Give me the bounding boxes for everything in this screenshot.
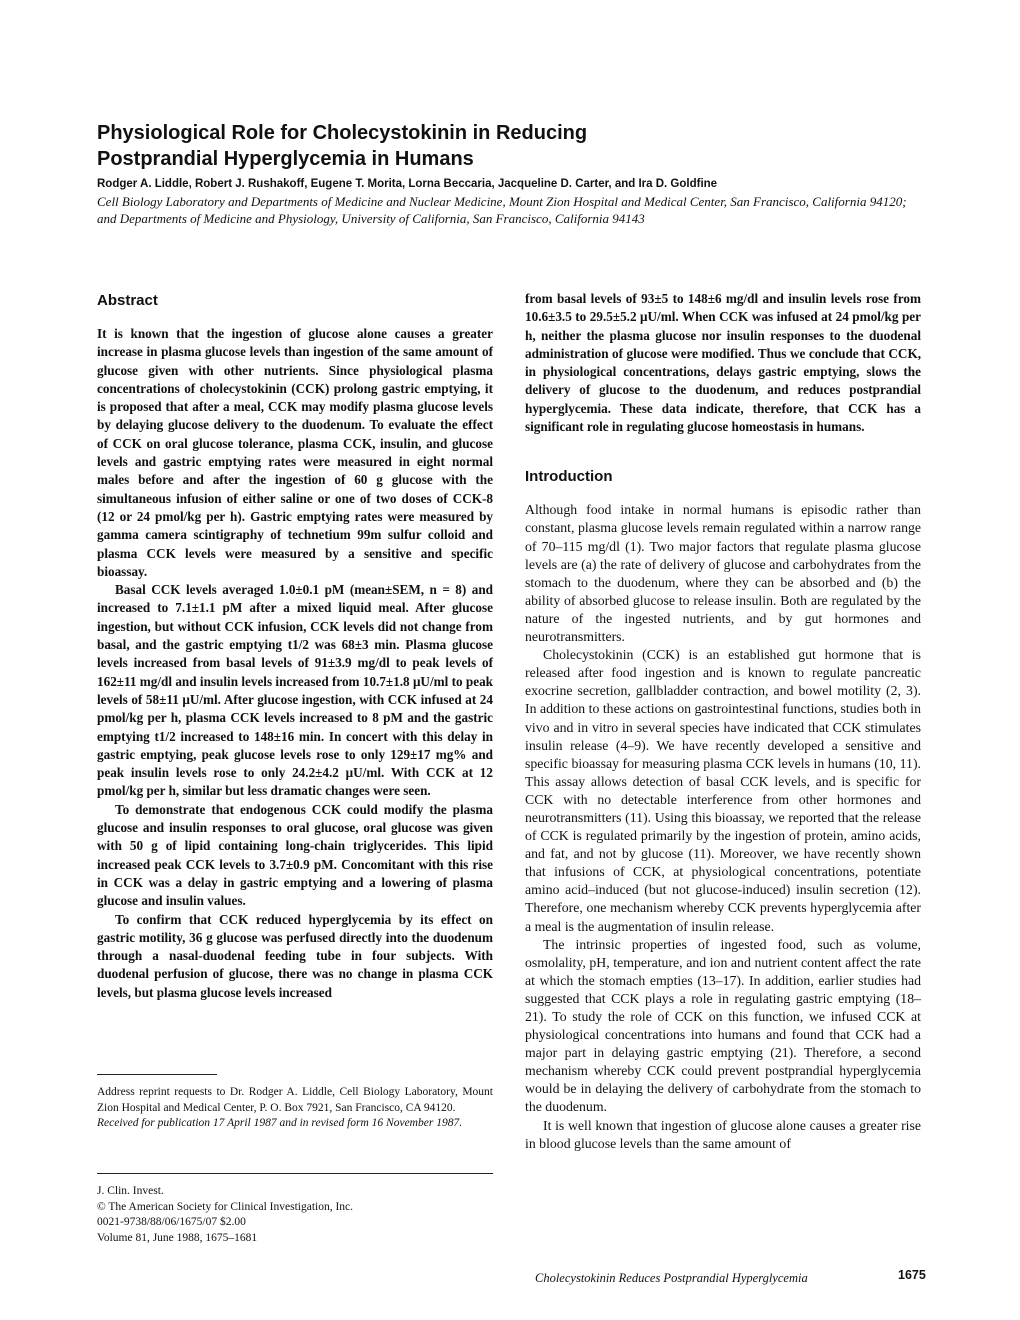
- article-title: [97, 120, 737, 172]
- introduction-heading: Introduction: [525, 468, 613, 486]
- abstract-section: [97, 292, 493, 1002]
- journal-divider: [97, 1173, 493, 1174]
- page-number: 1675: [898, 1268, 926, 1282]
- footnote-divider: [97, 1074, 217, 1075]
- introduction-paragraph: It is well known that ingestion of glucose alone causes a greater rise in blood glucose levels than the same amount of: [525, 1117, 921, 1151]
- journal-line: Volume 81, June 1988, 1675–1681: [97, 1231, 258, 1244]
- abstract-continuation: [525, 290, 921, 436]
- affiliation: Cell Biology Laboratory and Departments of Medicine and Nuclear Medicine, Mount Zion Hospital and Medical Center, San Francisco, California 94120; and Departments of Medicine and Physiology, University of California, San Francisco, California 94143: [97, 194, 907, 226]
- title-line-2: Postprandial Hyperglycemia in Humans: [97, 148, 474, 170]
- journal-line: 0021-9738/88/06/1675/07 $2.00: [97, 1216, 246, 1228]
- running-title: Cholecystokinin Reduces Postprandial Hyperglycemia: [535, 1271, 808, 1285]
- abstract-paragraph: To confirm that CCK reduced hyperglycemia by its effect on gastric motility, 36 g glucose was perfused directly into the duodenum through a nasal-duodenal feeding tube in four subjects. With duodenal perfusion of glucose, there was no change in plasma CCK levels, but plasma glucose levels increased: [97, 911, 493, 1000]
- introduction-paragraph: Although food intake in normal humans is episodic rather than constant, plasma glucose levels remain regulated within a narrow range of 70–115 mg/dl (1). Two major factors that regulate plasma glucose levels are (a) the rate of delivery of glucose and carbohydrates from the stomach to the duodenum, where they can be absorbed and (b) the ability of absorbed glucose to release insulin. Both are regulated by the nature of the ingested nutrients, and by gut hormones and neurotransmitters.: [525, 502, 921, 645]
- journal-line: J. Clin. Invest.: [97, 1185, 164, 1197]
- journal-line: © The American Society for Clinical Investigation, Inc.: [97, 1200, 354, 1213]
- abstract-paragraph: Basal CCK levels averaged 1.0±0.1 pM (mean±SEM, n = 8) and increased to 7.1±1.1 pM after a mixed liquid meal. After glucose ingestion, but without CCK infusion, CCK levels did not change from basal, and the gastric emptying t1/2 was 68±3 min. Plasma glucose levels increased from basal levels of 91±3.9 mg/dl to peak levels of 162±11 mg/dl and insulin levels increased from 10.7±1.8 μU/ml to peak levels of 58±11 μU/ml. After glucose ingestion, with CCK infused at 24 pmol/kg per h, plasma CCK levels increased to 8 pM and the gastric emptying t1/2 increased to 148±16 min. In concert with this delay in gastric emptying, peak glucose levels rose to only 129±17 mg% and peak insulin levels rose to only 24.2±4.2 μU/ml. With CCK at 12 pmol/kg per h, similar but less dramatic changes were seen.: [97, 582, 493, 799]
- footnote-block: [97, 1085, 493, 1132]
- received-date: Received for publication 17 April 1987 and in revised form 16 November 1987.: [97, 1117, 463, 1129]
- abstract-paragraph: from basal levels of 93±5 to 148±6 mg/dl and insulin levels rose from 10.6±3.5 to 29.5±5.2 μU/ml. When CCK was infused at 24 pmol/kg per h, neither the plasma glucose nor insulin responses to the duodenal administration of glucose were modified. Thus we conclude that CCK, in physiological concentrations, delays gastric emptying, slows the delivery of glucose to the duodenum, and reduces postprandial hyperglycemia. These data indicate, therefore, that CCK has a significant role in regulating glucose homeostasis in humans.: [525, 291, 921, 435]
- author-list: Rodger A. Liddle, Robert J. Rushakoff, Eugene T. Morita, Lorna Beccaria, Jacqueline D. Carter, and Ira D. Goldfine: [97, 178, 718, 190]
- introduction-paragraph: Cholecystokinin (CCK) is an established gut hormone that is released after food ingestion and is known to regulate pancreatic exocrine secretion, gallbladder contraction, and bowel motility (2, 3). In addition to these actions on gastrointestinal functions, studies both in vivo and in vitro in several species have indicated that CCK stimulates insulin release (4–9). We have recently developed a sensitive and specific bioassay for measuring plasma CCK levels in humans (10, 11). This assay allows detection of basal CCK levels, and is specific for CCK with no detectable interference from other hormones and neurotransmitters (11). Using this bioassay, we reported that the release of CCK is regulated primarily by the ingestion of protein, amino acids, and fat, and not by glucose (11). Moreover, we have recently shown that infusions of CCK, at physiological concentrations, potentiate amino acid–induced (but not glucose-induced) insulin secretion (12). Therefore, one mechanism whereby CCK prevents hyperglycemia after a meal is the augmentation of insulin release.: [525, 647, 921, 934]
- right-column: [525, 290, 921, 1153]
- introduction-paragraph: The intrinsic properties of ingested food, such as volume, osmolality, pH, temperature, and ion and nutrient content affect the rate at which the stomach empties (13–17). In addition, earlier studies had suggested that CCK plays a role in regulating gastric emptying (18–21). To study the role of CCK on this function, we infused CCK at physiological concentrations into humans and found that CCK had a major part in delaying gastric emptying (21). Therefore, a second mechanism whereby CCK could prevent postprandial hyperglycemia would be in delaying the delivery of carbohydrate from the stomach to the duodenum.: [525, 936, 921, 1115]
- abstract-paragraph: To demonstrate that endogenous CCK could modify the plasma glucose and insulin responses to oral glucose, oral glucose was given with 50 g of lipid containing long-chain triglycerides. This lipid increased peak CCK levels to 3.7±0.9 pM. Concomitant with this rise in CCK was a delay in gastric emptying and a lowering of plasma glucose and insulin values.: [97, 801, 493, 909]
- introduction-body: [525, 501, 921, 1152]
- abstract-heading: Abstract: [97, 292, 158, 309]
- reprint-address: Address reprint requests to Dr. Rodger A. Liddle, Cell Biology Laboratory, Mount Zion Hospital and Medical Center, P. O. Box 7921, San Francisco, CA 94120.: [97, 1086, 493, 1114]
- title-line-1: Physiological Role for Cholecystokinin in Reducing: [97, 122, 588, 144]
- abstract-body: [97, 325, 493, 1002]
- journal-info: [97, 1184, 493, 1246]
- abstract-paragraph: It is known that the ingestion of glucose alone causes a greater increase in plasma glucose levels than ingestion of the same amount of glucose given with other nutrients. Since physiological plasma concentrations of cholecystokinin (CCK) prolong gastric emptying, it is proposed that after a meal, CCK may modify plasma glucose levels by delaying glucose delivery to the duodenum. To evaluate the effect of CCK on oral glucose tolerance, plasma CCK, insulin, and glucose levels and gastric emptying rates were measured in eight normal males before and after the ingestion of 60 g glucose with the simultaneous infusion of either saline or one of two doses of CCK-8 (12 or 24 pmol/kg per h). Gastric emptying rates were measured by gamma camera scintigraphy of technetium 99m sulfur colloid and plasma CCK levels were measured by a sensitive and specific bioassay.: [97, 326, 493, 579]
